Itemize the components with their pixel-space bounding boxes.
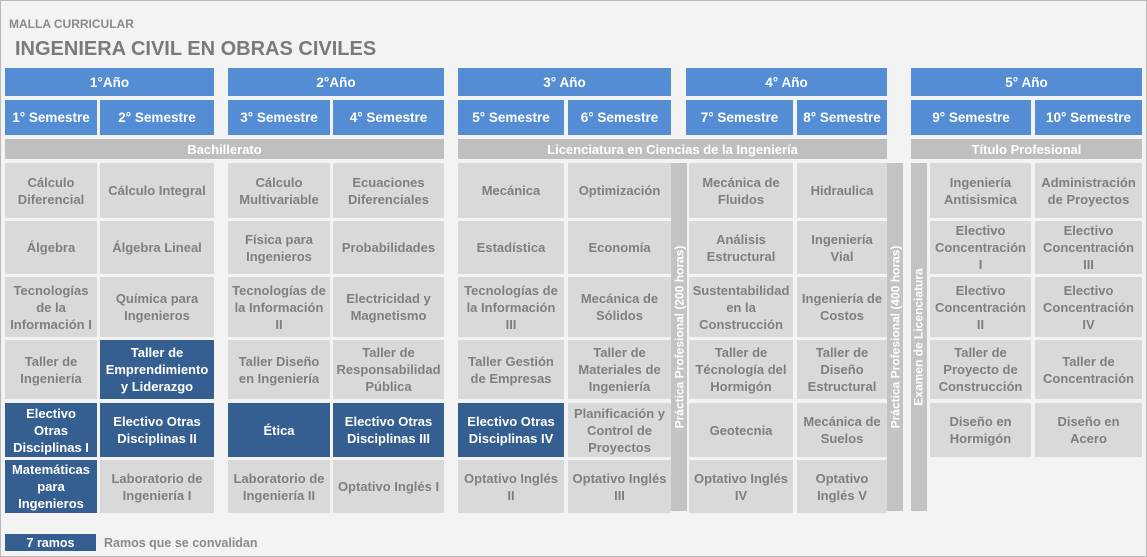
course-cell: Taller Diseño en Ingeniería — [228, 340, 330, 399]
course-cell: Cálculo Multivariable — [228, 163, 330, 218]
semester-header-8: 8° Semestre — [797, 100, 887, 135]
course-cell: Optativo Inglés III — [568, 460, 671, 513]
year-header-3: 3° Año — [458, 68, 671, 96]
course-cell: Tecnologías de la Información III — [458, 277, 564, 337]
course-cell: Probabilidades — [333, 221, 444, 274]
vertical-practica-400-label: Práctica Profesional (400 horas) — [888, 245, 902, 429]
course-cell: Taller de Técnología del Hormigón — [689, 340, 793, 399]
course-cell: Tecnologías de la Información II — [228, 277, 330, 337]
semester-header-10: 10° Semestre — [1035, 100, 1142, 135]
vertical-practica-200 — [671, 163, 687, 511]
course-cell-convalidated: Electivo Otras Disciplinas III — [333, 403, 444, 457]
semester-header-7: 7° Semestre — [686, 100, 793, 135]
band-bachillerato: Bachillerato — [5, 139, 444, 159]
course-cell: Ingeniería de Costos — [797, 277, 887, 337]
course-cell-convalidated: Electivo Otras Disciplinas I — [5, 403, 97, 457]
course-cell: Electricidad y Magnetismo — [333, 277, 444, 337]
semester-header-3: 3° Semestre — [228, 100, 330, 135]
course-cell: Taller de Concentración — [1035, 340, 1142, 399]
course-cell: Optativo Inglés V — [797, 460, 887, 513]
course-cell: Mecánica de Suelos — [797, 403, 887, 457]
course-cell: Geotecnia — [689, 403, 793, 457]
vertical-practica-400 — [887, 163, 903, 511]
course-cell: Álgebra — [5, 221, 97, 274]
page-title: INGENIERA CIVIL EN OBRAS CIVILES — [15, 38, 377, 60]
course-cell: Ingeniería Antisismica — [930, 163, 1031, 218]
semester-header-4: 4° Semestre — [333, 100, 444, 135]
semester-header-5: 5° Semestre — [458, 100, 564, 135]
course-cell: Mecánica de Fluidos — [689, 163, 793, 218]
course-cell: Análisis Estructural — [689, 221, 793, 274]
course-cell-convalidated: Matemáticas para Ingenieros — [5, 460, 97, 513]
course-cell-convalidated: Electivo Otras Disciplinas IV — [458, 403, 564, 457]
semester-header-6: 6° Semestre — [568, 100, 671, 135]
course-cell: Diseño en Hormigón — [930, 403, 1031, 457]
course-cell: Optimización — [568, 163, 671, 218]
year-header-5: 5° Año — [911, 68, 1142, 96]
legend-count-badge: 7 ramos — [5, 534, 96, 551]
course-cell-convalidated: Electivo Otras Disciplinas II — [100, 403, 214, 457]
course-cell: Tecnologías de la Información I — [5, 277, 97, 337]
course-cell: Estadística — [458, 221, 564, 274]
course-cell: Ecuaciones Diferenciales — [333, 163, 444, 218]
course-cell: Planificación y Control de Proyectos — [568, 403, 671, 457]
course-cell: Taller Gestión de Empresas — [458, 340, 564, 399]
course-cell-convalidated: Taller de Emprendimiento y Liderazgo — [100, 340, 214, 399]
course-cell: Cálculo Diferencial — [5, 163, 97, 218]
course-cell: Álgebra Lineal — [100, 221, 214, 274]
course-cell: Optativo Inglés I — [333, 460, 444, 513]
course-cell-convalidated: Ética — [228, 403, 330, 457]
course-cell: Mecánica — [458, 163, 564, 218]
vertical-examen-label: Examen de Licenciatura — [912, 268, 927, 406]
course-cell: Electivo Concentración IV — [1035, 277, 1142, 337]
course-cell: Taller de Proyecto de Construcción — [930, 340, 1031, 399]
course-cell: Administración de Proyectos — [1035, 163, 1142, 218]
semester-header-2: 2° Semestre — [100, 100, 214, 135]
semester-header-1: 1° Semestre — [5, 100, 97, 135]
course-cell: Optativo Inglés II — [458, 460, 564, 513]
course-cell: Taller de Ingeniería — [5, 340, 97, 399]
course-cell: Taller de Responsabilidad Pública — [333, 340, 444, 399]
course-cell: Sustentabilidad en la Construcción — [689, 277, 793, 337]
course-cell: Química para Ingenieros — [100, 277, 214, 337]
year-header-4: 4° Año — [686, 68, 887, 96]
course-cell: Mecánica de Sólidos — [568, 277, 671, 337]
band-titulo-profesional: Título Profesional — [911, 139, 1142, 159]
course-cell: Cálculo Integral — [100, 163, 214, 218]
course-cell: Electivo Concentración I — [930, 221, 1031, 274]
course-cell: Diseño en Acero — [1035, 403, 1142, 457]
course-cell: Taller de Materiales de Ingeniería — [568, 340, 671, 399]
course-cell: Laboratorio de Ingeniería I — [100, 460, 214, 513]
course-cell: Electivo Concentración II — [930, 277, 1031, 337]
band-licenciatura: Licenciatura en Ciencias de la Ingeniería — [458, 139, 887, 159]
course-cell: Electivo Concentración III — [1035, 221, 1142, 274]
course-cell: Hidraulica — [797, 163, 887, 218]
vertical-practica-200-label: Práctica Profesional (200 horas) — [672, 245, 686, 429]
semester-header-9: 9° Semestre — [911, 100, 1031, 135]
vertical-examen-licenciatura — [911, 163, 927, 511]
year-header-2: 2°Año — [228, 68, 444, 96]
course-cell: Optativo Inglés IV — [689, 460, 793, 513]
course-cell: Ingeniería Vial — [797, 221, 887, 274]
course-cell: Taller de Diseño Estructural — [797, 340, 887, 399]
legend-text: Ramos que se convalidan — [104, 536, 258, 550]
course-cell: Laboratorio de Ingeniería II — [228, 460, 330, 513]
year-header-1: 1°Año — [5, 68, 214, 96]
page-subtitle: MALLA CURRICULAR — [9, 17, 134, 31]
course-cell: Economía — [568, 221, 671, 274]
course-cell: Física para Ingenieros — [228, 221, 330, 274]
